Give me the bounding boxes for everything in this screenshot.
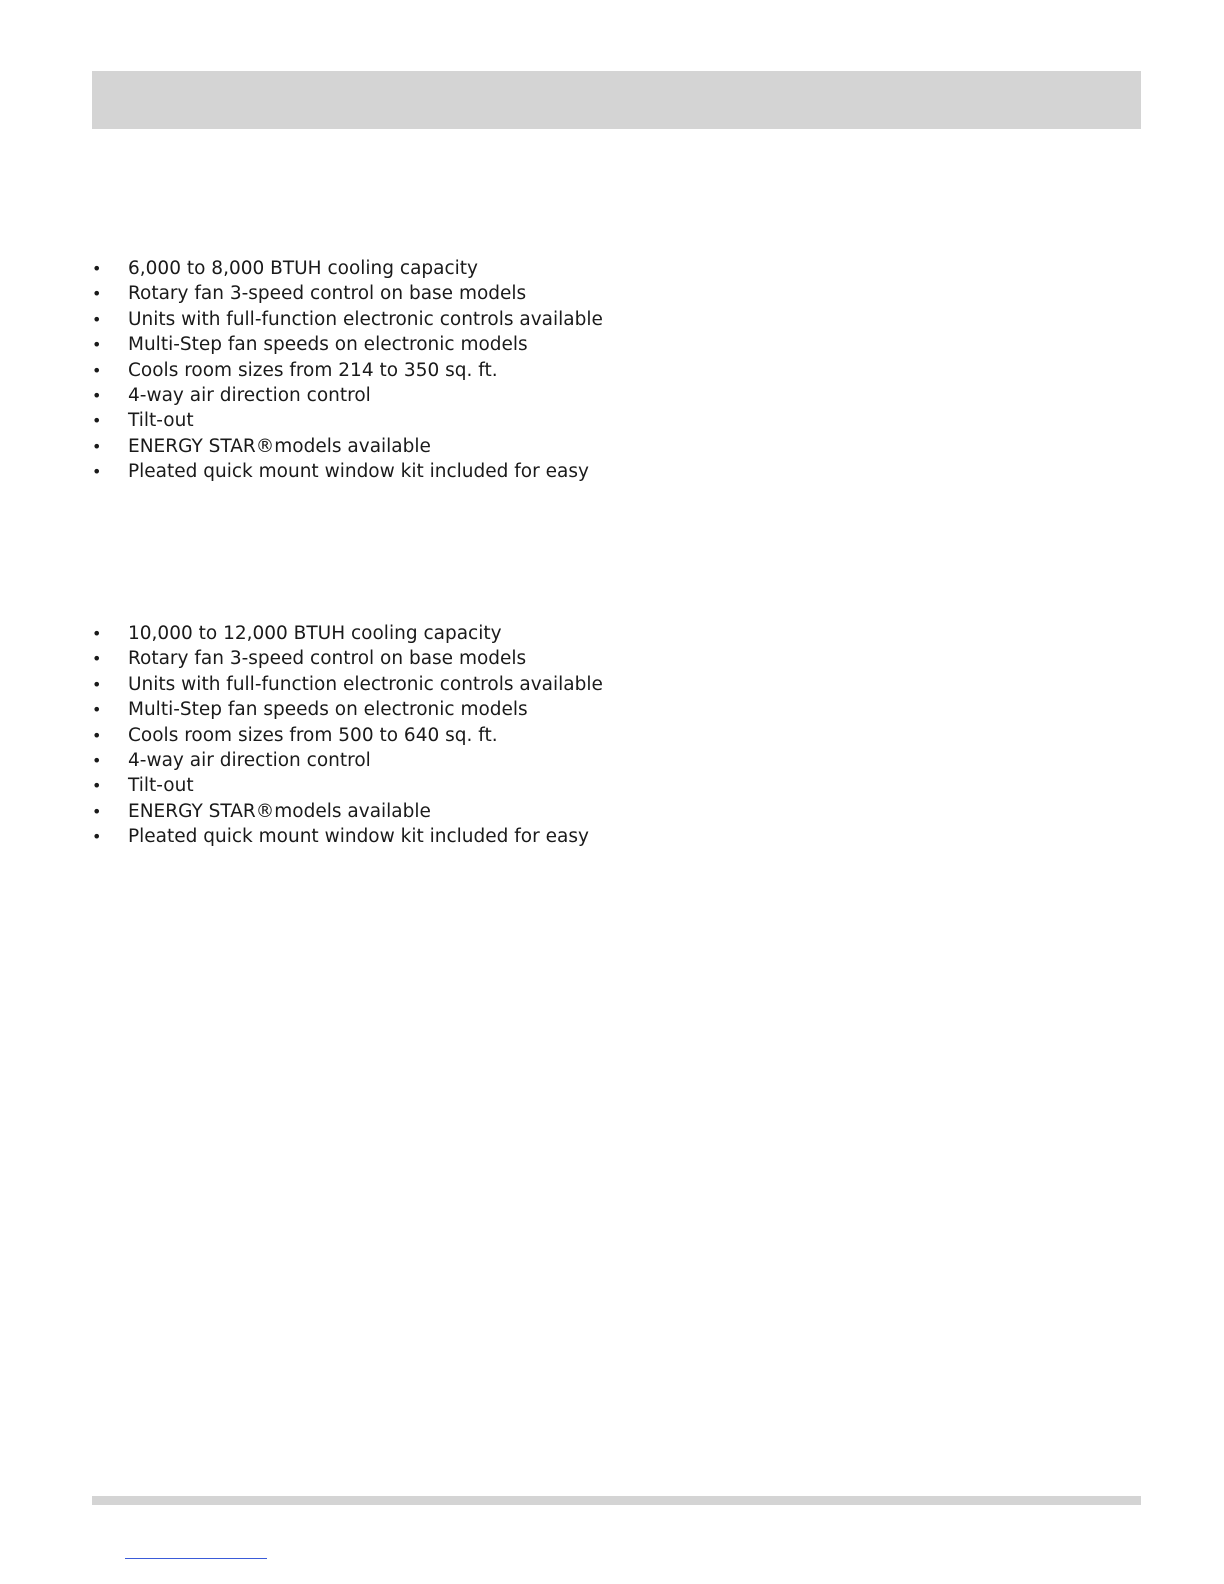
list-item bbox=[92, 697, 603, 722]
list-item-text: Pleated quick mount window kit included for easy bbox=[128, 461, 589, 483]
bullet-icon: • bbox=[92, 776, 102, 796]
list-item bbox=[92, 459, 603, 484]
bullet-icon: • bbox=[92, 462, 102, 482]
bullet-icon: • bbox=[92, 385, 102, 405]
bullet-icon: • bbox=[92, 624, 102, 643]
bullet-icon: • bbox=[92, 801, 102, 821]
list-item bbox=[92, 799, 603, 824]
list-item bbox=[92, 332, 603, 357]
bullet-icon: • bbox=[92, 827, 102, 847]
list-item bbox=[92, 256, 603, 281]
list-item-text: Tilt-out bbox=[128, 410, 194, 432]
list-item-text: 4-way air direction control bbox=[128, 749, 371, 771]
list-item-text: Multi-Step fan speeds on electronic models bbox=[128, 699, 528, 721]
list-item-text: Units with full-function electronic controls available bbox=[128, 308, 603, 330]
list-item-text: Cools room sizes from 214 to 350 sq. ft. bbox=[128, 359, 498, 381]
list-item bbox=[92, 824, 603, 849]
list-item-text: Multi-Step fan speeds on electronic models bbox=[128, 334, 528, 356]
footer-rule bbox=[92, 1496, 1141, 1505]
bullet-icon: • bbox=[92, 259, 102, 278]
list-item-text: Rotary fan 3-speed control on base models bbox=[128, 648, 527, 670]
bullet-icon: • bbox=[92, 411, 102, 431]
bullet-icon: • bbox=[92, 674, 102, 694]
list-item-text: Units with full-function electronic controls available bbox=[128, 673, 603, 695]
list-item bbox=[92, 646, 603, 671]
bullet-icon: • bbox=[92, 750, 102, 770]
list-item-text: 6,000 to 8,000 BTUH cooling capacity bbox=[128, 258, 479, 279]
bullet-icon: • bbox=[92, 725, 102, 745]
bullet-icon: • bbox=[92, 700, 102, 720]
list-item-text: 4-way air direction control bbox=[128, 384, 371, 406]
bullet-icon: • bbox=[92, 335, 102, 355]
list-item-text: Rotary fan 3-speed control on base models bbox=[128, 283, 527, 305]
footer-link-underline[interactable] bbox=[125, 1558, 267, 1559]
list-item bbox=[92, 358, 603, 383]
list-item bbox=[92, 773, 603, 798]
feature-list-12000-btuh bbox=[92, 621, 603, 850]
list-item bbox=[92, 672, 603, 697]
bullet-icon: • bbox=[92, 309, 102, 329]
bullet-icon: • bbox=[92, 284, 102, 304]
feature-list-8000-btuh bbox=[92, 256, 603, 485]
list-item bbox=[92, 621, 603, 646]
list-item-text: Pleated quick mount window kit included for easy bbox=[128, 826, 589, 848]
header-band bbox=[92, 71, 1141, 129]
list-item bbox=[92, 748, 603, 773]
bullet-icon: • bbox=[92, 436, 102, 456]
list-item bbox=[92, 383, 603, 408]
list-item-text: ENERGY STAR®models available bbox=[128, 435, 431, 457]
bullet-icon: • bbox=[92, 649, 102, 669]
list-item bbox=[92, 281, 603, 306]
bullet-icon: • bbox=[92, 360, 102, 380]
list-item bbox=[92, 307, 603, 332]
list-item bbox=[92, 408, 603, 433]
list-item bbox=[92, 434, 603, 459]
list-item bbox=[92, 723, 603, 748]
list-item-text: Tilt-out bbox=[128, 775, 194, 797]
list-item-text: ENERGY STAR®models available bbox=[128, 800, 431, 822]
list-item-text: Cools room sizes from 500 to 640 sq. ft. bbox=[128, 724, 498, 746]
list-item-text: 10,000 to 12,000 BTUH cooling capacity bbox=[128, 623, 502, 644]
